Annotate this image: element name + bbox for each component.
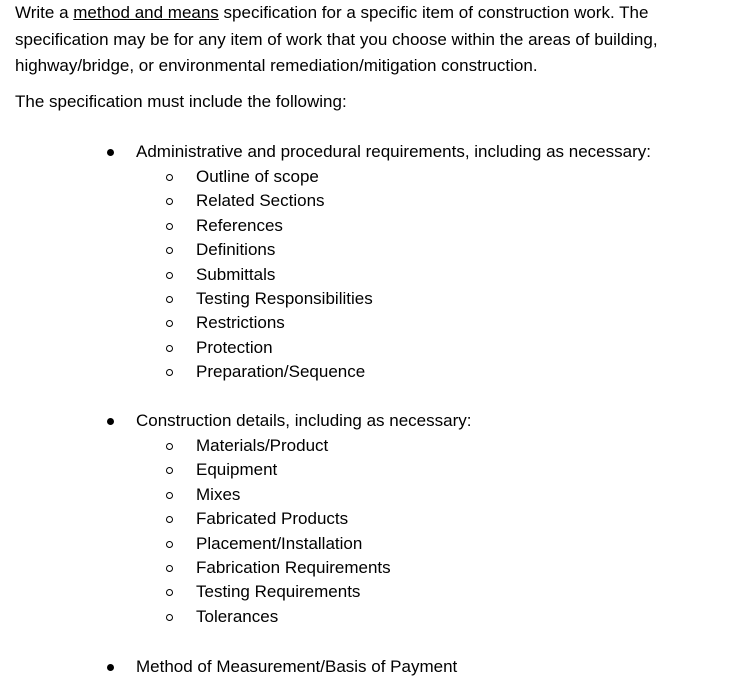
sub-list-item	[0, 507, 732, 531]
sub-list-item	[0, 483, 732, 507]
sub-item-text: Testing Requirements	[196, 582, 361, 602]
sub-item-text: Materials/Product	[196, 436, 329, 455]
intro-paragraph	[15, 0, 727, 80]
hollow-circle-icon	[166, 296, 173, 303]
bullet-heading: Construction details, including as necessary:	[136, 411, 472, 430]
bullet-dot-icon	[107, 149, 114, 156]
hollow-circle-icon	[166, 198, 173, 205]
hollow-circle-icon	[166, 443, 173, 450]
sub-item-text: Submittals	[196, 264, 276, 284]
sub-list-item	[0, 532, 732, 556]
sub-item-text: Fabricated Products	[196, 509, 349, 529]
hollow-circle-icon	[166, 589, 173, 596]
sub-list-item	[0, 434, 732, 458]
sub-item-text: Outline of scope	[196, 167, 319, 186]
hollow-circle-icon	[166, 541, 173, 548]
sub-list-item	[0, 458, 732, 482]
bullet-dot-icon	[107, 664, 114, 671]
sub-item-text: Fabrication Requirements	[196, 557, 391, 577]
sub-item-text: Restrictions	[196, 313, 285, 333]
sub-item-text: Testing Responsibilities	[196, 288, 373, 308]
sub-list-item	[0, 238, 732, 262]
hollow-circle-icon	[166, 565, 173, 572]
hollow-circle-icon	[166, 614, 173, 621]
sub-list-item	[0, 165, 732, 189]
sub-list-item	[0, 580, 732, 604]
hollow-circle-icon	[166, 272, 173, 279]
lead-sentence: The specification must include the following:	[15, 92, 347, 111]
sub-item-text: Mixes	[196, 484, 241, 504]
sub-item-text: Definitions	[196, 240, 276, 260]
sub-list-item	[0, 287, 732, 311]
bullet-item	[0, 139, 732, 165]
sub-item-text: Equipment	[196, 460, 278, 480]
sub-list-item	[0, 605, 732, 629]
hollow-circle-icon	[166, 345, 173, 352]
hollow-circle-icon	[166, 320, 173, 327]
intro-text-underlined: method and means	[73, 3, 219, 22]
intro-text-pre: Write a	[15, 3, 74, 22]
hollow-circle-icon	[166, 467, 173, 474]
sub-item-text: Related Sections	[196, 191, 325, 211]
hollow-circle-icon	[166, 369, 173, 376]
sub-item-text: Tolerances	[196, 606, 279, 626]
hollow-circle-icon	[166, 247, 173, 254]
requirements-section-administrative	[0, 139, 732, 385]
hollow-circle-icon	[166, 223, 173, 230]
sub-list-item	[0, 263, 732, 287]
sub-list-item	[0, 556, 732, 580]
bullet-item	[0, 408, 732, 434]
intro-text-post: specification for a specific item of construction work. The specification may be for any item of work that you choose within the areas of building, highway/bridge, or environmental remediation/mitigation construction.	[15, 3, 658, 75]
sub-list-item	[0, 311, 732, 335]
hollow-circle-icon	[166, 516, 173, 523]
sub-list-item	[0, 189, 732, 213]
sub-list-item	[0, 336, 732, 360]
hollow-circle-icon	[166, 174, 173, 181]
sub-item-text: References	[196, 215, 283, 235]
sub-list-item	[0, 360, 732, 384]
sub-list-item	[0, 214, 732, 238]
requirements-section-payment	[0, 654, 732, 680]
bullet-heading: Administrative and procedural requirements, including as necessary:	[136, 142, 651, 161]
bullet-heading: Method of Measurement/Basis of Payment	[136, 657, 458, 676]
requirements-section-construction	[0, 408, 732, 629]
hollow-circle-icon	[166, 492, 173, 499]
sub-item-text: Protection	[196, 337, 273, 357]
bullet-dot-icon	[107, 418, 114, 425]
bullet-item	[0, 654, 732, 680]
sub-item-text: Placement/Installation	[196, 533, 363, 553]
sub-item-text: Preparation/Sequence	[196, 362, 366, 382]
